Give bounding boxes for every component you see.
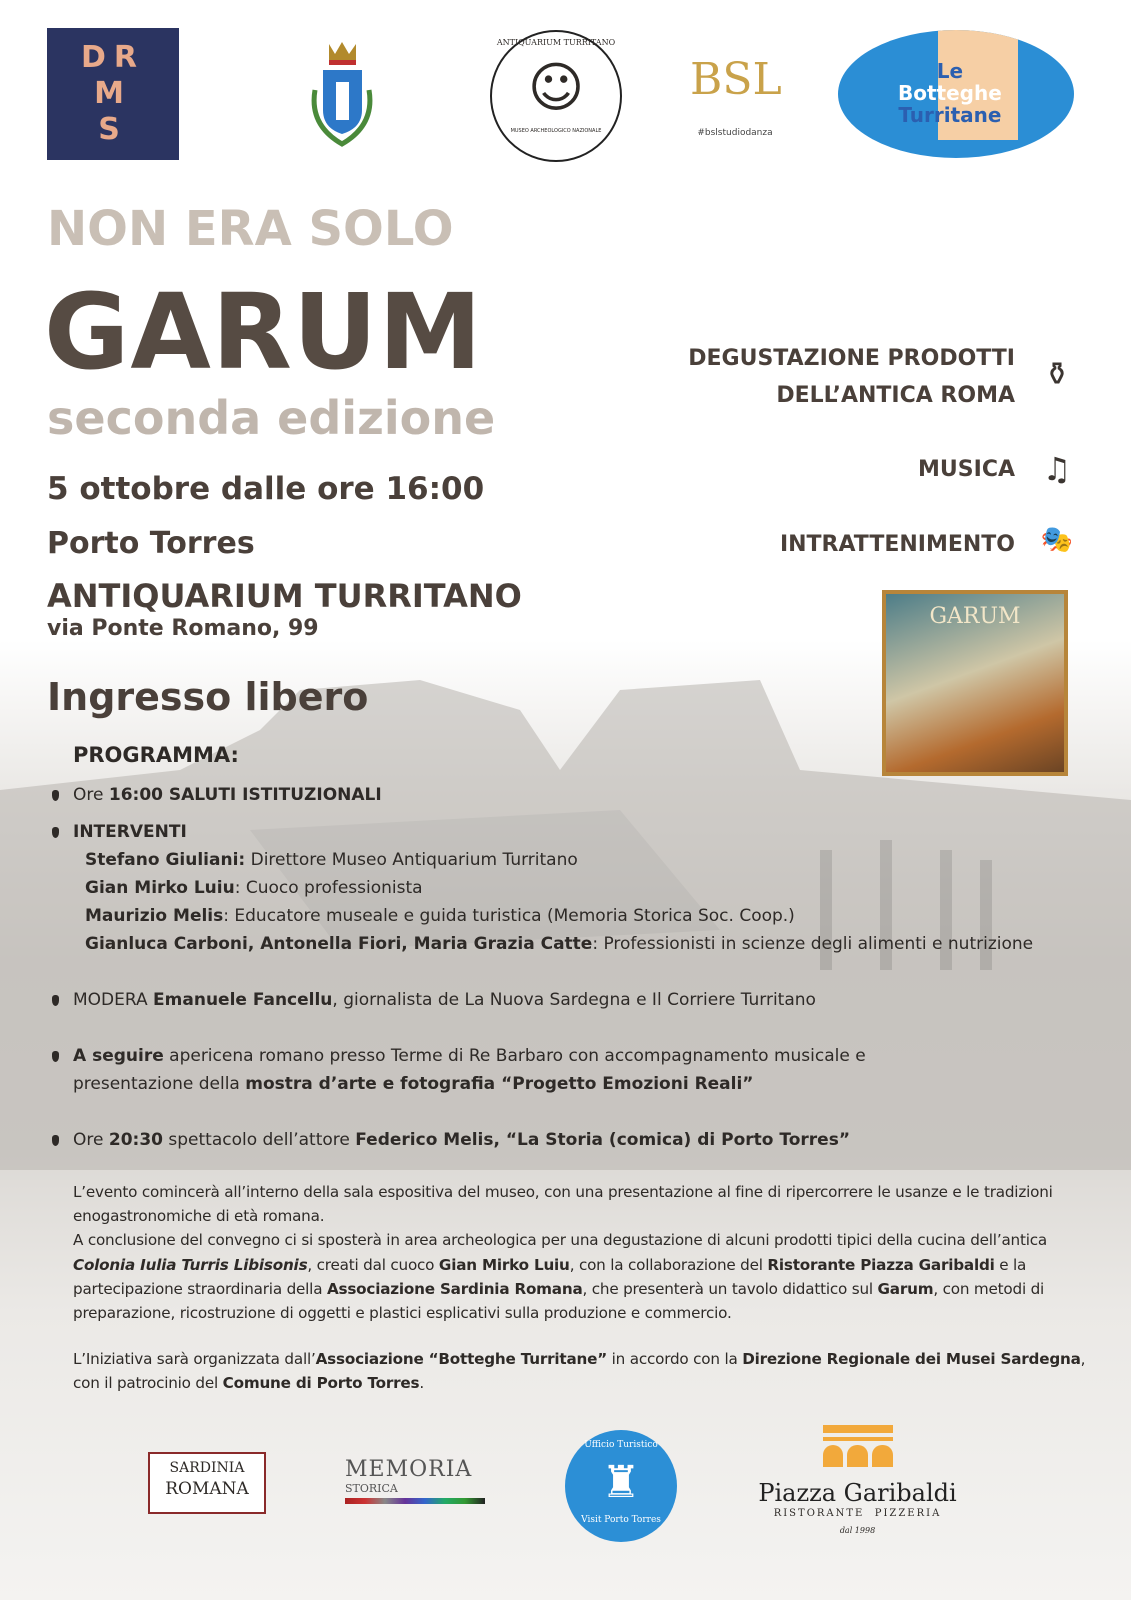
piazza-garibaldi-logo: Piazza Garibaldi RISTORANTE PIZZERIA dal 1998 [740,1425,975,1536]
description-paragraph-2: L’Iniziativa sarà organizzata dall’Associazione “Botteghe Turritane” in accordo con la Direzione Regionale dei Musei Sardegna, con il patrocinio del Comune di Porto Torres. [73,1350,1086,1393]
amphora-icon: ⚱ [1043,355,1071,393]
speaker-item: Gianluca Carboni, Antonella Fiori, Maria Grazia Catte: Professionisti in scienze degli alimenti e nutrizione [85,934,1034,954]
title-main: GARUM [44,271,483,393]
bullet-icon [52,1135,59,1146]
le-botteghe-turritane-logo: Le Botteghe Turritane [838,30,1074,158]
drms-logo [47,28,179,160]
antiquarium-turritano-logo: ANTIQUARIUM TURRITANO ☺ MUSEO ARCHEOLOGICO NAZIONALE [490,30,622,162]
event-entry: Ingresso libero [47,675,369,719]
sardinia-romana-logo: SARDINIA ROMANA [148,1452,266,1514]
event-city: Porto Torres [47,526,255,561]
speaker-item: Maurizio Melis: Educatore museale e guida turistica (Memoria Storica Soc. Coop.) [85,906,795,926]
title-pre: NON ERA SOLO [47,201,454,257]
memoria-storica-logo: MEMORIA STORICA [345,1458,485,1516]
tower-icon: ♜ [601,1457,641,1508]
title-edition: seconda edizione [47,391,496,445]
event-address: via Ponte Romano, 99 [47,616,319,641]
program-item-modera: MODERA Emanuele Fancellu, giornalista de La Nuova Sardegna e Il Corriere Turritano [52,989,816,1011]
event-date: 5 ottobre dalle ore 16:00 [47,471,485,507]
program-item-apericena: A seguire apericena romano presso Terme di Re Barbaro con accompagnamento musicale e [52,1045,866,1067]
theater-masks-icon: 🎭 [1040,525,1074,555]
bullet-icon [52,827,59,838]
feature-musica: MUSICA [918,457,1015,482]
feature-degustazione: DEGUSTAZIONE PRODOTTI DELL’ANTICA ROMA [688,346,1015,408]
program-item-spettacolo: Ore 20:30 spettacolo dell’attore Federico Melis, “La Storia (comica) di Porto Torres” [52,1129,850,1151]
speaker-item: Gian Mirko Luiu: Cuoco professionista [85,878,423,898]
music-note-icon: ♫ [1042,450,1072,488]
programma-heading: PROGRAMMA: [73,743,239,767]
garum-board-game-image: GARUM [882,590,1068,776]
bullet-icon [52,1051,59,1062]
program-item-saluti: Ore 16:00 SALUTI ISTITUZIONALI [52,784,382,806]
feature-intrattenimento: INTRATTENIMENTO [779,532,1015,557]
bullet-icon [52,790,59,801]
event-venue: ANTIQUARIUM TURRITANO [47,577,522,615]
speaker-item: Stefano Giuliani: Direttore Museo Antiquarium Turritano [85,850,578,870]
description-paragraph-1: L’evento comincerà all’interno della sala espositiva del museo, con una presentazione al fine di ripercorrere le usanze e le tradizioni enogastronomiche di età romana. A conclusione del convegno ci si sposterà in area archeologica per una degustazione di alcuni prodotti tipici della cucina dell’antica Colonia Iulia Turris Libisonis, creati dal cuoco Gian Mirko Luiu, con la collaborazione del Ristorante Piazza Garibaldi e la partecipazione straordinaria della Associazione Sardinia Romana, che presenterà un tavolo didattico sul Garum, con metodi di preparazione, ricostruzione di oggetti e plastici esplicativi sulla produzione e commercio. [73,1183,1053,1323]
description [73,1180,1113,1396]
program-item-interventi: INTERVENTI [52,821,187,843]
ufficio-turistico-logo: Ufficio Turistico ♜ Visit Porto Torres [565,1430,677,1542]
drms-logo-lettering: DRMS [81,40,146,147]
bsl-studio-danza-logo: BSL #bslstudiodanza [690,54,782,138]
program-item-apericena-cont: presentazione della mostra d’arte e fotografia “Progetto Emozioni Reali” [73,1074,754,1094]
roman-head-icon: ☺ [527,56,585,119]
bullet-icon [52,995,59,1006]
comune-coat-of-arms-logo [305,40,380,152]
